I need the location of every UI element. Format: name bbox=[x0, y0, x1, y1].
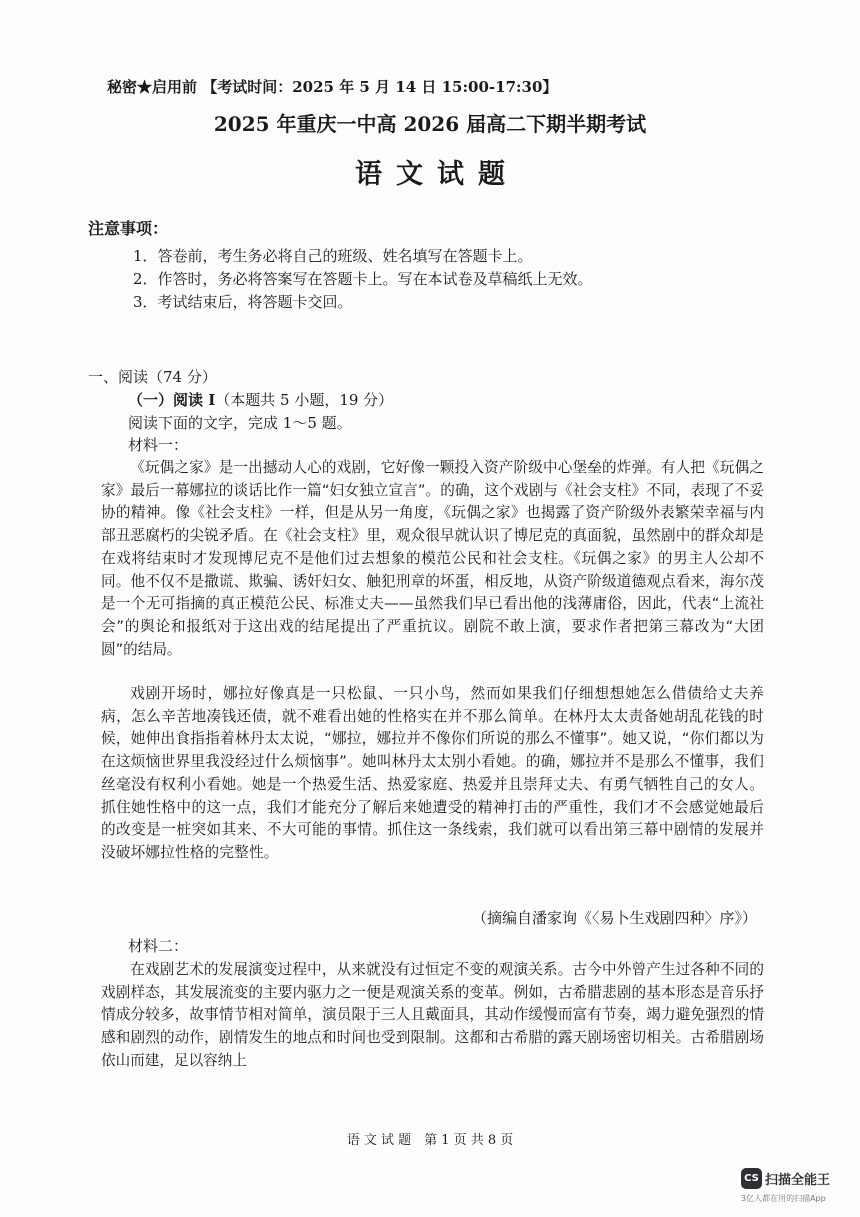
notes-item-1: 1．答卷前，考生务必将自己的班级、姓名填写在答题卡上。 bbox=[133, 247, 533, 265]
notes-item-2: 2．作答时，务必将答案写在答题卡上。写在本试卷及草稿纸上无效。 bbox=[133, 270, 593, 288]
subject-title: 语文试题 bbox=[355, 159, 519, 190]
part-note: （本题共 5 小题，19 分） bbox=[215, 391, 394, 409]
page-footer: 语 文 试 题 第 1 页 共 8 页 bbox=[346, 1133, 514, 1148]
exam-title: 2025 年重庆一中高 2026 届高二下期半期考试 bbox=[213, 112, 647, 136]
part-title bbox=[128, 389, 393, 410]
reading-instruction: 阅读下面的文字，完成 1～5 题。 bbox=[128, 414, 352, 432]
material-1-paragraph-2: 戏剧开场时，娜拉好像真是一只松鼠、一只小鸟，然而如果我们仔细想想她怎么借债给丈夫养病，怎么辛苦地凑钱还债，就不难看出她的性格实在并不那么简单。在林丹太太责备她胡乱花钱的时候，她伸出食指指着林丹太太说，“娜拉，娜拉并不像你们所说的那么不懂事”。她又说，“你们都以为在这烦恼世界里我没经过什么烦恼事”。她叫林丹太太别小看她。的确，娜拉并不是那么不懂事，我们丝毫没有权利小看她。她是一个热爱生活、热爱家庭、热爱并且崇拜丈夫、有勇气牺牲自己的女人。抓住她性格中的这一点，我们才能充分了解后来她遭受的精神打击的严重性，我们才不会感觉她最后的改变是一桩突如其来、不大可能的事情。抓住这一条线索，我们就可以看出第三幕中剧情的发展并没破坏娜拉性格的完整性。 bbox=[101, 685, 764, 861]
scanner-watermark bbox=[741, 1166, 851, 1210]
material-2-paragraph-1: 在戏剧艺术的发展演变过程中，从来就没有过恒定不变的观演关系。古今中外曾产生过各种不同的戏剧样态，其发展流变的主要内驱力之一便是观演关系的变革。例如，古希腊悲剧的基本形态是音乐抒情成分较多，故事情节相对简单，演员限于三人且戴面具，其动作缓慢而富有节奏，竭力避免强烈的情感和剧烈的动作，剧情发生的地点和时间也受到限制。这都和古希腊的露天剧场密切相关。古希腊剧场依山而建，足以容纳上 bbox=[101, 961, 764, 1069]
material-1-source: （摘编自潘家询《〈易卜生戏剧四种〉序》） bbox=[471, 909, 757, 927]
watermark-slogan: 3亿人都在用的扫描App bbox=[741, 1194, 826, 1203]
notes-item-3: 3．考试结束后，将答题卡交回。 bbox=[133, 293, 353, 311]
camscanner-logo-icon: CS bbox=[741, 1168, 762, 1189]
exam-header-line: 秘密★启用前 【考试时间：2025 年 5 月 14 日 15:00-17:30】 bbox=[107, 78, 558, 96]
material-2-title: 材料二： bbox=[128, 937, 189, 955]
section-title: 一、阅读（74 分） bbox=[88, 368, 217, 386]
material-1-paragraph-1: 《玩偶之家》是一出撼动人心的戏剧，它好像一颗投入资产阶级中心堡垒的炸弹。有人把《玩偶之家》最后一幕娜拉的谈话比作一篇“妇女独立宣言”。的确，这个戏剧与《社会支柱》不同，表现了不妥协的精神。像《社会支柱》一样，但是从另一角度，《玩偶之家》也揭露了资产阶级外表繁荣幸福与内部丑恶腐朽的尖锐矛盾。在《社会支柱》里，观众很早就认识了博尼克的真面貌，虽然剧中的群众却是在戏将结束时才发现博尼克不是他们过去想象的模范公民和社会支柱。《玩偶之家》的男主人公却不同。他不仅不是撒谎、欺骗、诱奸妇女、触犯刑章的坏蛋，相反地，从资产阶级道德观点看来，海尔茂是一个无可指摘的真正模范公民、标准丈夫——虽然我们早已看出他的浅薄庸俗，因此，代表“上流社会”的舆论和报纸对于这出戏的结尾提出了严重抗议。剧院不敢上演，要求作者把第三幕改为“大团圆”的结局。 bbox=[101, 459, 764, 658]
part-label: （一）阅读 I bbox=[128, 391, 216, 409]
watermark-name: 扫描全能王 bbox=[765, 1173, 831, 1188]
notes-title: 注意事项： bbox=[88, 219, 169, 238]
material-1-title: 材料一： bbox=[128, 436, 189, 454]
